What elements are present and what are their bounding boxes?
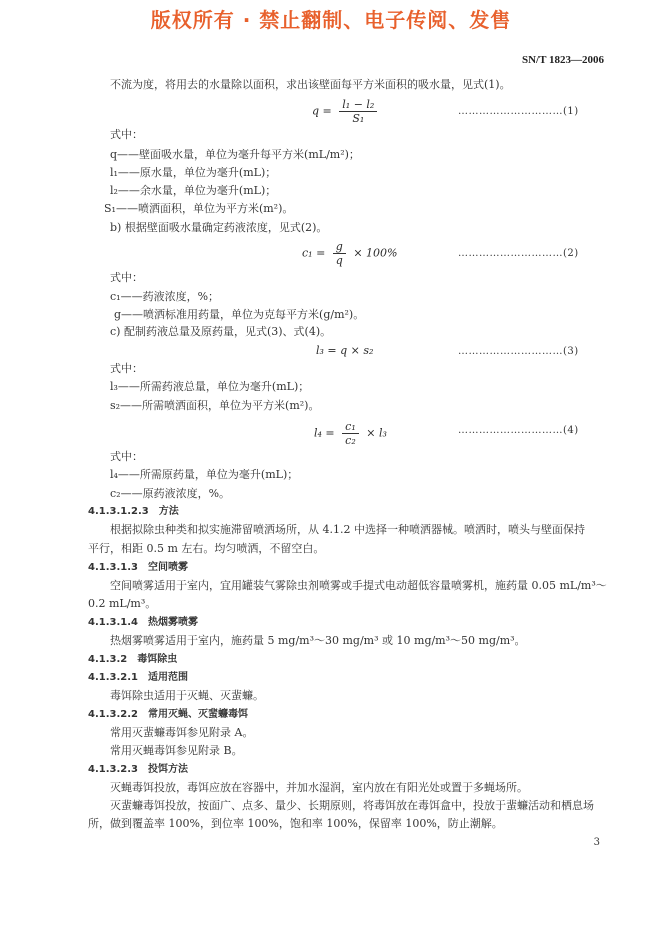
definition-q: q——壁面吸水量，单位为毫升每平方米(mL/m²)；: [110, 148, 360, 161]
where-label-4: 式中：: [110, 450, 143, 463]
definition-l1: l₁——原水量，单位为毫升(mL)；: [110, 166, 277, 179]
definition-l4: l₄——所需原药量，单位为毫升(mL)；: [110, 468, 299, 481]
equation-1-fraction: [339, 98, 377, 125]
equation-2-numerator: g: [333, 240, 346, 254]
definition-c2: c₂——原药液浓度，%。: [110, 487, 231, 500]
definition-g: g——喷洒标准用药量，单位为克每平方米(g/m²)。: [114, 308, 365, 321]
paragraph-scope: 毒饵除虫适用于灭蝇、灭蜚蠊。: [110, 689, 264, 702]
section-title: 方法: [158, 506, 179, 517]
equation-2-fraction: [333, 240, 346, 267]
section-4-1-3-2-3: [88, 763, 188, 777]
section-title: 投饵方法: [148, 764, 188, 775]
page-number: 3: [593, 837, 600, 848]
step-c: c) 配制药液总量及原药量，见式(3)、式(4)。: [110, 325, 332, 338]
equation-1-number: …………………………(1): [458, 106, 579, 117]
definition-l3: l₃——所需药液总量，单位为毫升(mL)；: [110, 380, 310, 393]
section-number: 4.1.3.2.3: [88, 764, 138, 775]
equation-4-rhs: × l₃: [366, 426, 387, 440]
section-title: 毒饵除虫: [137, 654, 178, 665]
equation-1: [312, 98, 381, 125]
section-4-1-3-1-4: [88, 616, 198, 630]
equation-3-number: …………………………(3): [458, 346, 579, 357]
where-label-1: 式中：: [110, 128, 143, 141]
equation-4-denominator: c₂: [345, 434, 356, 447]
where-label-2: 式中：: [110, 271, 143, 284]
paragraph-method-1: 根据拟除虫种类和拟实施滞留喷洒场所，从 4.1.2 中选择一种喷洒器械。喷洒时，喷头与壁面保持: [110, 523, 585, 536]
section-4-1-3-2-2: [88, 708, 248, 722]
equation-4-number: …………………………(4): [458, 425, 579, 436]
section-number: 4.1.3.2.2: [88, 709, 138, 720]
paragraph-method-2: 平行，相距 0.5 m 左右。均匀喷洒，不留空白。: [88, 542, 325, 555]
paragraph-bait-b: 常用灭蝇毒饵参见附录 B。: [110, 744, 243, 757]
equation-4-numerator: c₁: [342, 420, 359, 434]
section-4-1-3-2: [88, 653, 177, 667]
section-title: 空间喷雾: [148, 562, 188, 573]
section-4-1-3-2-1: [88, 671, 188, 685]
equation-4-fraction: [342, 420, 359, 447]
section-4-1-3-1-2-3: [88, 505, 179, 519]
copyright-watermark: 版权所有 · 禁止翻制、电子传阅、发售: [150, 8, 512, 32]
paragraph-put-3: 所，做到覆盖率 100%，到位率 100%，饱和率 100%，保留率 100%，防止潮解。: [88, 817, 503, 830]
paragraph-spray-2: 0.2 mL/m³。: [88, 597, 157, 610]
section-number: 4.1.3.2: [88, 654, 128, 665]
section-number: 4.1.3.2.1: [88, 672, 138, 683]
equation-2-denominator: q: [335, 254, 343, 267]
equation-2-number: …………………………(2): [458, 248, 579, 259]
equation-3: l₃ = q × s₂: [316, 344, 374, 357]
paragraph-smoke: 热烟雾喷雾适用于室内，施药量 5 mg/m³～30 mg/m³ 或 10 mg/m³～50 mg/m³。: [110, 634, 526, 647]
equation-4-lhs: l₄ =: [314, 426, 335, 440]
definition-l2: l₂——余水量，单位为毫升(mL)；: [110, 184, 277, 197]
paragraph-intro: 不流为度，将用去的水量除以面积，求出该壁面每平方米面积的吸水量，见式(1)。: [110, 78, 511, 91]
equation-1-denominator: S₁: [352, 112, 365, 125]
equation-1-lhs: q =: [312, 104, 332, 118]
equation-1-numerator: l₁ − l₂: [339, 98, 377, 112]
equation-4: [314, 420, 387, 447]
section-title: 适用范围: [148, 672, 188, 683]
paragraph-spray-1: 空间喷雾适用于室内，宜用罐装气雾除虫剂喷雾或手提式电动超低容量喷雾机，施药量 0.05 mL/m³～: [110, 579, 607, 592]
section-number: 4.1.3.1.4: [88, 617, 138, 628]
section-title: 常用灭蝇、灭蜚蠊毒饵: [148, 709, 248, 720]
definition-s2: s₂——所需喷洒面积，单位为平方米(m²)。: [110, 399, 320, 412]
paragraph-bait-a: 常用灭蜚蠊毒饵参见附录 A。: [110, 726, 254, 739]
section-number: 4.1.3.1.2.3: [88, 506, 149, 517]
standard-number: SN/T 1823—2006: [521, 54, 604, 66]
paragraph-put-1: 灭蝇毒饵投放，毒饵应放在容器中，并加水湿润，室内放在有阳光处或置于多蝇场所。: [110, 781, 528, 794]
equation-2-rhs: × 100%: [353, 246, 398, 260]
where-label-3: 式中：: [110, 362, 143, 375]
section-number: 4.1.3.1.3: [88, 562, 138, 573]
definition-c1: c₁——药液浓度，%；: [110, 290, 220, 303]
equation-2: [302, 240, 398, 267]
section-4-1-3-1-3: [88, 561, 188, 575]
equation-2-lhs: c₁ =: [302, 246, 326, 260]
step-b: b) 根据壁面吸水量确定药液浓度，见式(2)。: [110, 221, 328, 234]
section-title: 热烟雾喷雾: [148, 617, 198, 628]
paragraph-put-2: 灭蜚蠊毒饵投放，按面广、点多、量少、长期原则，将毒饵放在毒饵盒中，投放于蜚蠊活动和栖息场: [110, 799, 594, 812]
definition-s1: S₁——喷洒面积，单位为平方米(m²)。: [104, 202, 294, 215]
